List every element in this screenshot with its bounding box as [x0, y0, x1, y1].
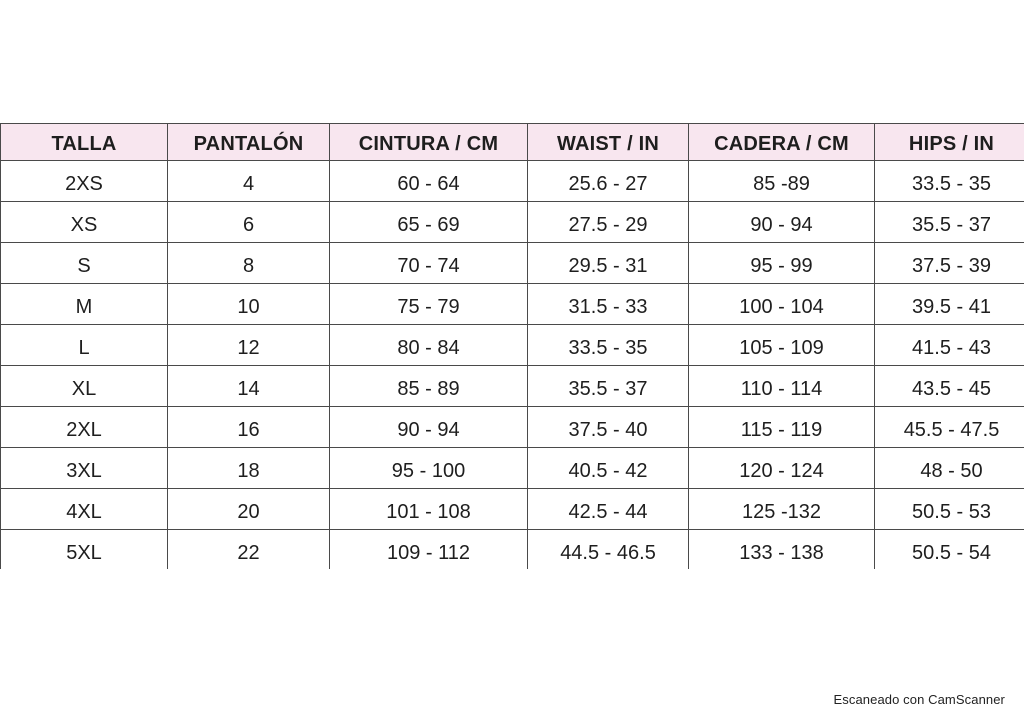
- cell-hips-in: 41.5 - 43: [875, 325, 1024, 366]
- cell-cintura-cm: 109 - 112: [330, 530, 528, 570]
- table-row: [1, 366, 1024, 407]
- cell-waist-in: 31.5 - 33: [528, 284, 689, 325]
- cell-hips-in: 48 - 50: [875, 448, 1024, 489]
- cell-talla: 4XL: [1, 489, 168, 530]
- cell-cadera-cm: 133 - 138: [689, 530, 875, 570]
- cell-pantalon: 14: [168, 366, 330, 407]
- cell-cintura-cm: 101 - 108: [330, 489, 528, 530]
- cell-pantalon: 12: [168, 325, 330, 366]
- cell-cadera-cm: 110 - 114: [689, 366, 875, 407]
- cell-cintura-cm: 80 - 84: [330, 325, 528, 366]
- cell-talla: 2XL: [1, 407, 168, 448]
- cell-hips-in: 50.5 - 53: [875, 489, 1024, 530]
- table-row: [1, 489, 1024, 530]
- cell-cintura-cm: 90 - 94: [330, 407, 528, 448]
- cell-cadera-cm: 120 - 124: [689, 448, 875, 489]
- cell-pantalon: 6: [168, 202, 330, 243]
- header-pantalon: PANTALÓN: [168, 124, 330, 161]
- cell-waist-in: 44.5 - 46.5: [528, 530, 689, 570]
- header-cadera-cm: CADERA / CM: [689, 124, 875, 161]
- size-chart-table: [0, 123, 1024, 569]
- cell-cadera-cm: 105 - 109: [689, 325, 875, 366]
- cell-waist-in: 35.5 - 37: [528, 366, 689, 407]
- table-row: [1, 530, 1024, 570]
- cell-pantalon: 22: [168, 530, 330, 570]
- size-chart-sheet: [0, 123, 1024, 569]
- cell-pantalon: 20: [168, 489, 330, 530]
- cell-talla: M: [1, 284, 168, 325]
- cell-hips-in: 45.5 - 47.5: [875, 407, 1024, 448]
- cell-cadera-cm: 115 - 119: [689, 407, 875, 448]
- cell-cintura-cm: 60 - 64: [330, 161, 528, 202]
- cell-cintura-cm: 70 - 74: [330, 243, 528, 284]
- cell-waist-in: 42.5 - 44: [528, 489, 689, 530]
- cell-hips-in: 43.5 - 45: [875, 366, 1024, 407]
- header-waist-in: WAIST / IN: [528, 124, 689, 161]
- table-row: [1, 202, 1024, 243]
- cell-hips-in: 37.5 - 39: [875, 243, 1024, 284]
- cell-cintura-cm: 75 - 79: [330, 284, 528, 325]
- cell-talla: 3XL: [1, 448, 168, 489]
- table-body: [1, 161, 1024, 570]
- cell-talla: 2XS: [1, 161, 168, 202]
- cell-pantalon: 4: [168, 161, 330, 202]
- header-cintura-cm: CINTURA / CM: [330, 124, 528, 161]
- table-row: [1, 325, 1024, 366]
- cell-cadera-cm: 125 -132: [689, 489, 875, 530]
- cell-waist-in: 25.6 - 27: [528, 161, 689, 202]
- cell-hips-in: 50.5 - 54: [875, 530, 1024, 570]
- cell-talla: XS: [1, 202, 168, 243]
- table-row: [1, 407, 1024, 448]
- cell-cintura-cm: 95 - 100: [330, 448, 528, 489]
- table-header: [1, 124, 1024, 161]
- cell-cadera-cm: 100 - 104: [689, 284, 875, 325]
- cell-cintura-cm: 65 - 69: [330, 202, 528, 243]
- cell-hips-in: 33.5 - 35: [875, 161, 1024, 202]
- table-row: [1, 284, 1024, 325]
- table-row: [1, 448, 1024, 489]
- cell-cadera-cm: 85 -89: [689, 161, 875, 202]
- cell-pantalon: 10: [168, 284, 330, 325]
- header-talla: TALLA: [1, 124, 168, 161]
- cell-cadera-cm: 90 - 94: [689, 202, 875, 243]
- cell-talla: XL: [1, 366, 168, 407]
- cell-pantalon: 18: [168, 448, 330, 489]
- header-row: [1, 124, 1024, 161]
- cell-waist-in: 33.5 - 35: [528, 325, 689, 366]
- table-row: [1, 243, 1024, 284]
- cell-talla: 5XL: [1, 530, 168, 570]
- cell-waist-in: 40.5 - 42: [528, 448, 689, 489]
- table-row: [1, 161, 1024, 202]
- cell-talla: L: [1, 325, 168, 366]
- cell-waist-in: 27.5 - 29: [528, 202, 689, 243]
- cell-pantalon: 8: [168, 243, 330, 284]
- cell-hips-in: 39.5 - 41: [875, 284, 1024, 325]
- cell-waist-in: 37.5 - 40: [528, 407, 689, 448]
- cell-cadera-cm: 95 - 99: [689, 243, 875, 284]
- cell-waist-in: 29.5 - 31: [528, 243, 689, 284]
- scanner-watermark: Escaneado con CamScanner: [833, 692, 1005, 707]
- cell-pantalon: 16: [168, 407, 330, 448]
- header-hips-in: HIPS / IN: [875, 124, 1024, 161]
- cell-hips-in: 35.5 - 37: [875, 202, 1024, 243]
- cell-talla: S: [1, 243, 168, 284]
- cell-cintura-cm: 85 - 89: [330, 366, 528, 407]
